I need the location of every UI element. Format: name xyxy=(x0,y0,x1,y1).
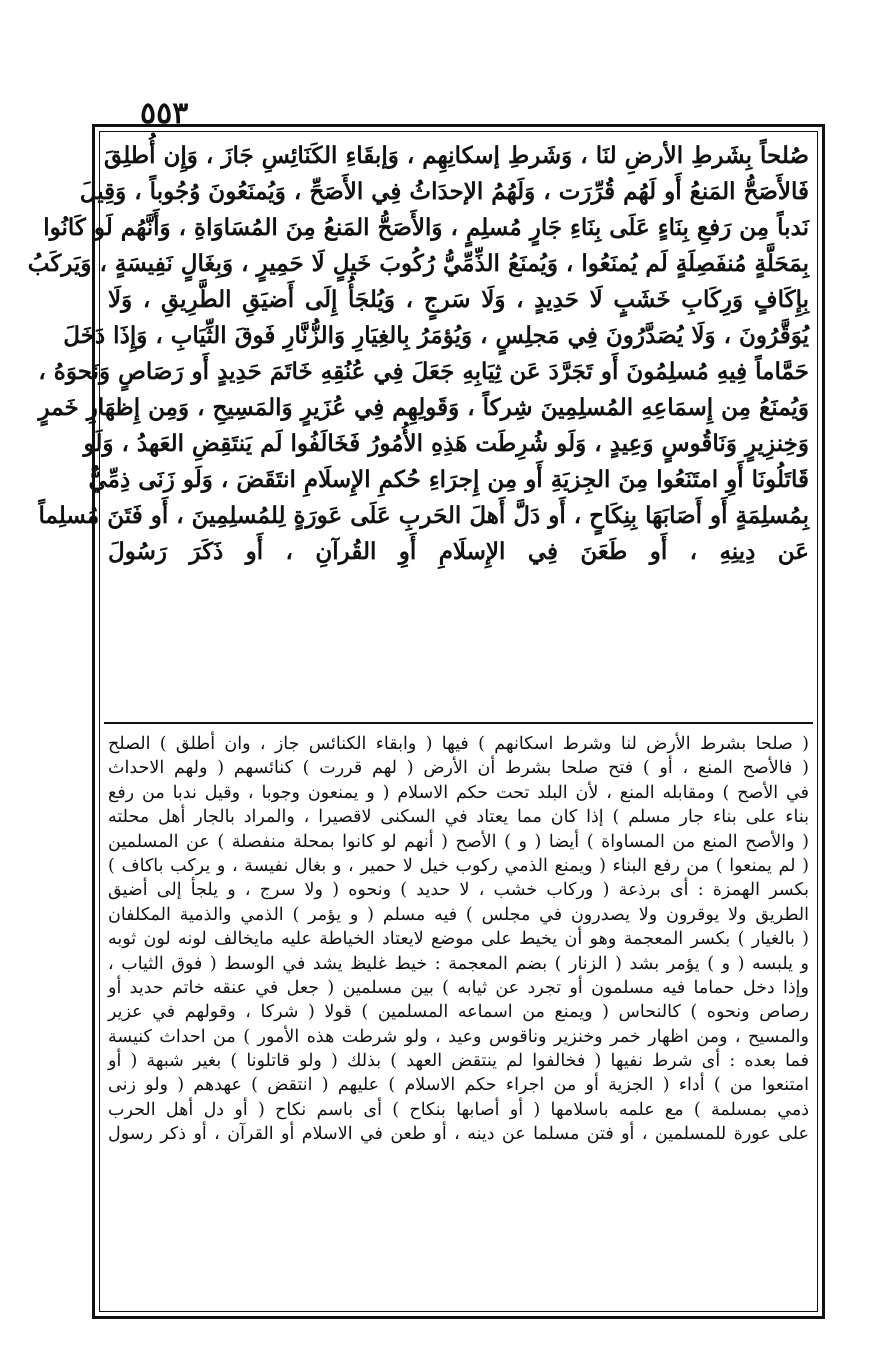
matn-text-block xyxy=(27,138,809,716)
section-divider xyxy=(104,722,813,724)
matn-line: وَخِنزِيرٍ وَنَاقُوسٍ وَعِيدٍ ، وَلَو شُرِطَت هَذِهِ الأُمُورُ فَخَالَفُوا لَم يَنتَقِضِ العَهدُ ، وَلَو xyxy=(83,430,809,457)
matn-line: عَن دِينِهِ ، أَو طَعَنَ فِي الإِسلَامِ أَوِ القُرآنِ ، أَو ذَكَرَ رَسُولَ xyxy=(108,538,809,565)
inner-border xyxy=(27,131,818,1312)
matn-line: يُوَقَّرُونَ ، وَلَا يُصَدَّرُونَ فِي مَجلِسٍ ، وَيُؤمَرُ بِالغِيَارِ وَالزُّنَّارِ فَوقَ الثِّيَابِ ، وَإِذَا دَخَلَ xyxy=(63,322,809,349)
sharh-line: والمسيح ، ومن اظهار خمر وخنزير وناقوس وعيد ، ولو شرطت هذه الأمور ) من احداث كنيسة xyxy=(108,1026,809,1047)
matn-line: فَالأَصَحُّ المَنعُ أَو لَهُم قُرِّرَت ، وَلَهُمُ الإحدَاثُ فِي الأَصَحِّ ، وَيُمنَعُونَ وُجُوباً ، وَقِيلَ xyxy=(79,178,809,205)
matn-line: نَدباً مِن رَفعِ بِنَاءٍ عَلَى بِنَاءِ جَارٍ مُسلِمٍ ، وَالأَصَحُّ المَنعُ مِنَ المُسَاوَاةِ ، وَأَنَّهُم لَو كَانُوا xyxy=(43,214,809,241)
sharh-line: و يلبسه ( و ) يؤمر بشد ( الزنار ) بضم المعجمة : خيط غليظ يشد في الوسط ( فوق الثياب ، xyxy=(108,953,809,974)
sharh-line: ( فالأصح المنع ، أو ) فتح صلحا بشرط أن الأرض ( لهم قررت ) كنائسهم ( ولهم الاحداث xyxy=(108,758,809,779)
page-number: ٥٥٣ xyxy=(140,96,189,131)
sharh-line: وإذا دخل حماما فيه مسلمون أو تجرد عن ثيابه ) بين مسلمين ( جعل في عنقه خاتم حديد أو xyxy=(108,977,809,998)
matn-line: بِإِكَافٍ وَرِكَابِ خَشَبٍ لَا حَدِيدٍ ، وَلَا سَرجٍ ، وَيُلجَأُ إِلَى أَضيَقِ الطَّرِيقِ ، وَلَا xyxy=(108,286,809,313)
matn-line: حَمَّاماً فِيهِ مُسلِمُونَ أَو تَجَرَّدَ عَن ثِيَابِهِ جَعَلَ فِي عُنُقِهِ خَاتَمَ حَدِيدٍ أَو رَصَاصٍ وَنَحوَهُ ، xyxy=(38,358,809,385)
matn-line: وَيُمنَعُ مِن إِسمَاعِهِ المُسلِمِينَ شِركاً ، وَقَولِهِم فِي عُزَيرٍ وَالمَسِيحِ ، وَمِن إِظهَارِ خَمرٍ xyxy=(38,394,809,421)
matn-line: بِمُسلِمَةٍ أَو أَصَابَهَا بِنِكَاحٍ ، أَو دَلَّ أَهلَ الحَربِ عَلَى عَورَةٍ لِلمُسلِمِينَ ، أَو فَتَنَ مُسلِماً xyxy=(38,502,809,529)
sharh-line: رصاص ونحوه ) كالنحاس ( ويمنع من اسماعه المسلمين ) قولا ( شركا ، وقولهم في عزير xyxy=(108,1002,809,1023)
sharh-line: في الأصح ) ومقابله المنع ، لأن البلد تحت حكم الاسلام ( و يمنعون وجوبا ، وقيل ندبا من رفع xyxy=(108,782,809,803)
sharh-line: ( لم يمنعوا ) من رفع البناء ( ويمنع الذمي ركوب خيل لا حمير ، و بغال نفيسة ، و يركب باكاف ) xyxy=(108,855,809,876)
sharh-line: على عورة للمسلمين ، أو فتن مسلما عن دينه ، أو طعن في الاسلام أو القرآن ، أو ذكر رسول xyxy=(108,1124,809,1145)
sharh-line: بكسر الهمزة : أى برذعة ( وركاب خشب ، لا حديد ) ونحوه ( ولا سرج ، و يلجأ إلى أضيق xyxy=(108,880,809,901)
sharh-line: امتنعوا من ) أداء ( الجزية أو من اجراء حكم الاسلام ) عليهم ( انتقض ) عهدهم ( ولو زنى xyxy=(108,1075,809,1096)
sharh-line: بناء على بناء جار مسلم ) إذا كان مما يعتاد في السكنى لاقصيرا ، والمراد بالجار أهل محلته xyxy=(108,807,809,828)
sharh-line: فما بعده : أى شرط نفيها ( فخالفوا لم ينتقض العهد ) بذلك ( ولو قاتلونا ) بغير شبهة ( أو xyxy=(108,1051,809,1072)
sharh-line: ذمي بمسلمة ) مع علمه باسلامها ( أو أصابها بنكاح ) أى باسم نكاح ( أو دل أهل الحرب xyxy=(108,1099,809,1120)
matn-line: قَاتَلُونَا أَوِ امتَنَعُوا مِنَ الجِزيَةِ أَو مِن إِجرَاءِ حُكمِ الإِسلَامِ انتَقَضَ ، وَلَو زَنَى ذِمِّيٌّ xyxy=(88,466,809,493)
matn-line: صُلحاً بِشَرطِ الأرضِ لنَا ، وَشَرطِ إسكانِهِم ، وَإبقَاءِ الكَنَائِسِ جَازَ ، وَإِن أُطلِقَ xyxy=(104,142,809,169)
sharh-text-block xyxy=(108,732,809,1147)
sharh-line: ( صلحا بشرط الأرض لنا وشرط اسكانهم ) فيها ( وابقاء الكنائس جاز ، وان أطلق ) الصلح xyxy=(108,734,809,754)
page-frame xyxy=(27,124,825,1319)
sharh-line: ( والأصح المنع من المساواة ) أيضا ( و ) الأصح ( أنهم لو كانوا بمحلة منفصلة ) عن المسلمين xyxy=(108,831,809,852)
sharh-line: ( بالغيار ) بكسر المعجمة وهو أن يخيط على موضع لايعتاد الخياطة عليه مايخالف لونه لون ثوبه xyxy=(108,929,809,950)
matn-line: بِمَحَلَّةٍ مُنفَصِلَةٍ لَم يُمنَعُوا ، وَيُمنَعُ الذِّمِّيُّ رُكُوبَ خَيلٍ لَا حَمِيرٍ ، وَبِغَالٍ نَفِيسَةٍ ، وَيَركَبُ xyxy=(27,250,809,277)
sharh-line: الطريق ولا يوقرون ولا يصدرون في مجلس ) فيه مسلم ( و يؤمر ) الذمي والذمية المكلفان xyxy=(108,904,809,925)
